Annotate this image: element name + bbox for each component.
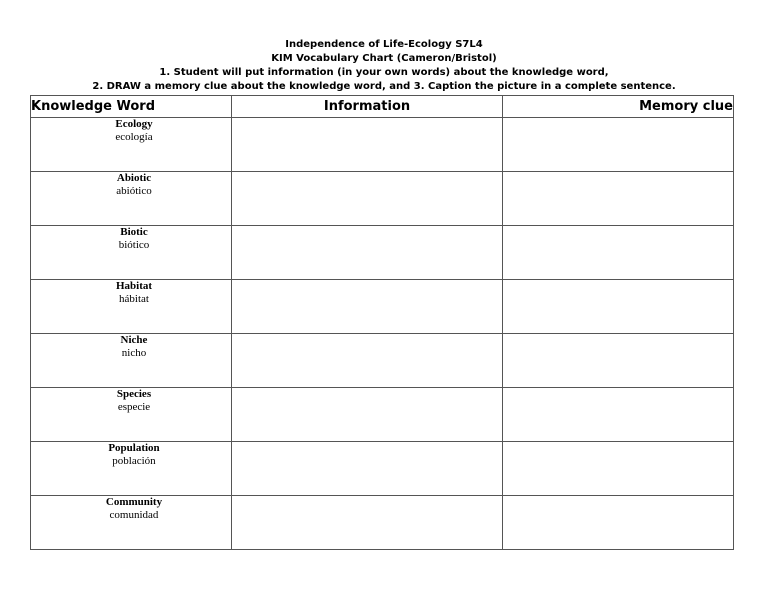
- table-row: [31, 388, 734, 442]
- table-row: [31, 496, 734, 550]
- information-cell[interactable]: [232, 172, 503, 226]
- memory-clue-cell[interactable]: [503, 280, 734, 334]
- knowledge-word-cell: [31, 442, 232, 496]
- instruction-1: 1. Student will put information (in your own words) about the knowledge word,: [159, 67, 609, 78]
- term-spanish: biótico: [118, 239, 150, 251]
- information-cell[interactable]: [232, 334, 503, 388]
- table-row: [31, 118, 734, 172]
- term-spanish: población: [112, 455, 156, 467]
- term-english: Ecology: [115, 118, 153, 130]
- knowledge-word-cell: [31, 226, 232, 280]
- table-row: [31, 442, 734, 496]
- unit-title: Independence of Life-Ecology S7L4: [285, 39, 483, 50]
- knowledge-word-cell: [31, 280, 232, 334]
- information-cell[interactable]: [232, 226, 503, 280]
- term-english: Biotic: [120, 226, 148, 238]
- term-english: Abiotic: [116, 172, 152, 184]
- information-cell[interactable]: [232, 280, 503, 334]
- term-spanish: nicho: [121, 347, 147, 359]
- memory-clue-cell[interactable]: [503, 118, 734, 172]
- term-spanish: hábitat: [119, 293, 149, 305]
- memory-clue-cell[interactable]: [503, 496, 734, 550]
- vocabulary-table: [30, 95, 734, 550]
- memory-clue-cell[interactable]: [503, 388, 734, 442]
- worksheet-header: [0, 38, 768, 94]
- chart-title: KIM Vocabulary Chart (Cameron/Bristol): [271, 53, 497, 64]
- column-header-memory-clue: Memory clue: [503, 96, 734, 118]
- memory-clue-cell[interactable]: [503, 334, 734, 388]
- memory-clue-cell[interactable]: [503, 172, 734, 226]
- knowledge-word-cell: [31, 118, 232, 172]
- information-cell[interactable]: [232, 388, 503, 442]
- knowledge-word-cell: [31, 334, 232, 388]
- table-row: [31, 172, 734, 226]
- column-header-information: Information: [232, 96, 503, 118]
- knowledge-word-cell: [31, 496, 232, 550]
- term-spanish: ecología: [115, 131, 153, 143]
- term-english: Species: [116, 388, 152, 400]
- term-english: Habitat: [115, 280, 153, 292]
- knowledge-word-cell: [31, 172, 232, 226]
- term-spanish: especie: [117, 401, 151, 413]
- information-cell[interactable]: [232, 442, 503, 496]
- memory-clue-cell[interactable]: [503, 442, 734, 496]
- knowledge-word-cell: [31, 388, 232, 442]
- column-header-knowledge-word: Knowledge Word: [31, 96, 232, 118]
- table-row: [31, 334, 734, 388]
- information-cell[interactable]: [232, 496, 503, 550]
- instruction-2: 2. DRAW a memory clue about the knowledge word, and 3. Caption the picture in a complete sentence.: [92, 81, 676, 92]
- table-row: [31, 226, 734, 280]
- term-english: Population: [108, 442, 160, 454]
- table-header-row: [31, 96, 734, 118]
- memory-clue-cell[interactable]: [503, 226, 734, 280]
- term-spanish: comunidad: [109, 509, 159, 521]
- term-english: Community: [105, 496, 163, 508]
- term-english: Niche: [120, 334, 148, 346]
- table-row: [31, 280, 734, 334]
- information-cell[interactable]: [232, 118, 503, 172]
- term-spanish: abiótico: [116, 185, 152, 197]
